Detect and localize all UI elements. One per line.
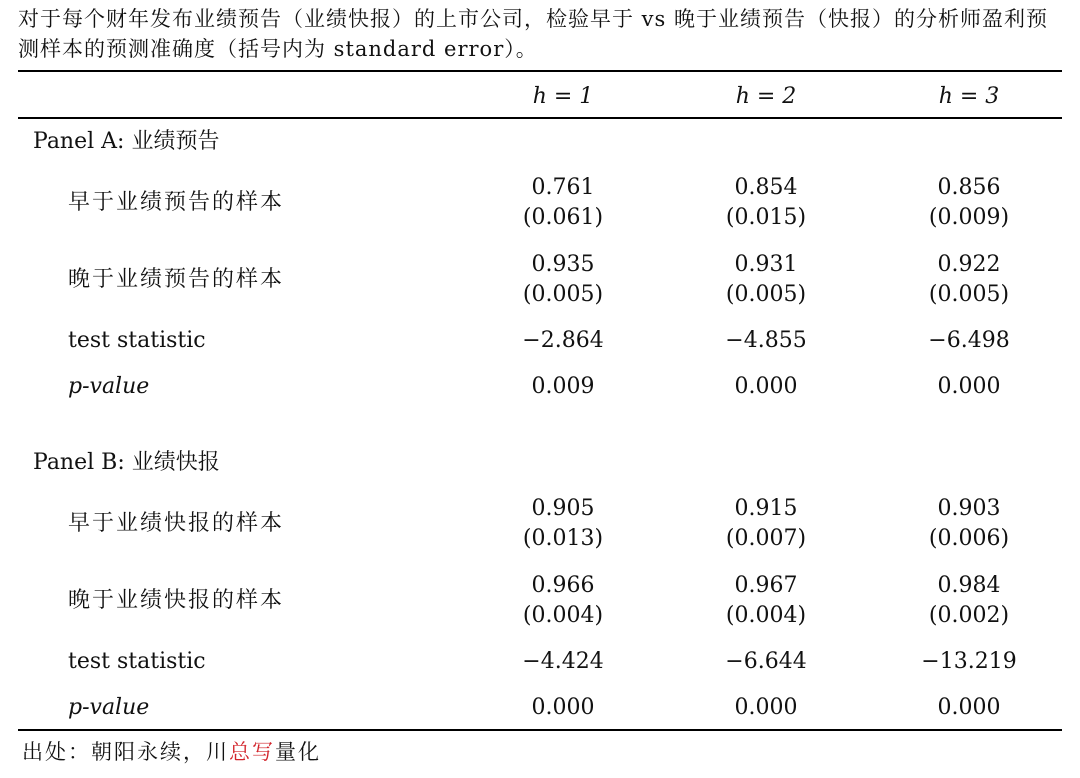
top-rule: [18, 70, 1062, 72]
cell-value: −13.219: [921, 649, 1017, 674]
row-label: 早于业绩预告的样本: [68, 190, 285, 215]
cell-standard-error: (0.013): [522, 526, 604, 551]
cell-standard-error: (0.007): [725, 526, 807, 551]
cell-value: 0.967: [734, 573, 798, 598]
row-label: test statistic: [68, 649, 206, 674]
bottom-rule: [18, 729, 1062, 731]
column-header-h1: h = 1: [532, 84, 594, 109]
cell-standard-error: (0.005): [725, 282, 807, 307]
cell-value: −4.855: [725, 328, 807, 353]
cell-standard-error: (0.004): [522, 603, 604, 628]
cell-value: −6.498: [928, 328, 1010, 353]
cell-value: 0.000: [734, 695, 798, 720]
row-label: 晚于业绩快报的样本: [68, 588, 285, 613]
cell-standard-error: (0.009): [928, 205, 1010, 230]
cell-standard-error: (0.005): [928, 282, 1010, 307]
panel-a-title: Panel A: 业绩预告: [33, 129, 220, 154]
cell-value: 0.984: [937, 573, 1001, 598]
source-note: [22, 737, 321, 767]
cell-value: 0.000: [734, 374, 798, 399]
cell-value: 0.922: [937, 252, 1001, 277]
cell-standard-error: (0.061): [522, 205, 604, 230]
cell-value: 0.915: [734, 496, 798, 521]
cell-standard-error: (0.005): [522, 282, 604, 307]
cell-value: 0.903: [937, 496, 1001, 521]
row-label: test statistic: [68, 328, 206, 353]
table-caption: 对于每个财年发布业绩预告（业绩快报）的上市公司，检验早于 vs 晚于业绩预告（快报）的分析师盈利预测样本的预测准确度（括号内为 standard error）。: [18, 7, 1048, 61]
cell-value: 0.935: [531, 252, 595, 277]
cell-standard-error: (0.004): [725, 603, 807, 628]
cell-value: 0.905: [531, 496, 595, 521]
column-header-h3: h = 3: [938, 84, 1000, 109]
cell-value: 0.966: [531, 573, 595, 598]
source-highlight: 总写: [229, 740, 275, 764]
cell-value: −4.424: [522, 649, 604, 674]
cell-value: 0.000: [531, 695, 595, 720]
source-suffix: 量化: [275, 740, 321, 764]
cell-value: 0.856: [937, 175, 1001, 200]
row-label: 早于业绩快报的样本: [68, 511, 285, 536]
cell-standard-error: (0.006): [928, 526, 1010, 551]
cell-value: −2.864: [522, 328, 604, 353]
header-rule: [18, 117, 1062, 119]
panel-b-title: Panel B: 业绩快报: [33, 450, 220, 475]
cell-value: 0.000: [937, 374, 1001, 399]
cell-value: −6.644: [725, 649, 807, 674]
cell-value: 0.931: [734, 252, 798, 277]
cell-value: 0.000: [937, 695, 1001, 720]
cell-standard-error: (0.002): [928, 603, 1010, 628]
cell-value: 0.009: [531, 374, 595, 399]
cell-value: 0.761: [531, 175, 595, 200]
row-label: p-value: [68, 695, 150, 720]
source-prefix: 出处：朝阳永续，川: [22, 740, 229, 764]
cell-standard-error: (0.015): [725, 205, 807, 230]
row-label: p-value: [68, 374, 150, 399]
column-header-h2: h = 2: [735, 84, 797, 109]
cell-value: 0.854: [734, 175, 798, 200]
row-label: 晚于业绩预告的样本: [68, 267, 285, 292]
